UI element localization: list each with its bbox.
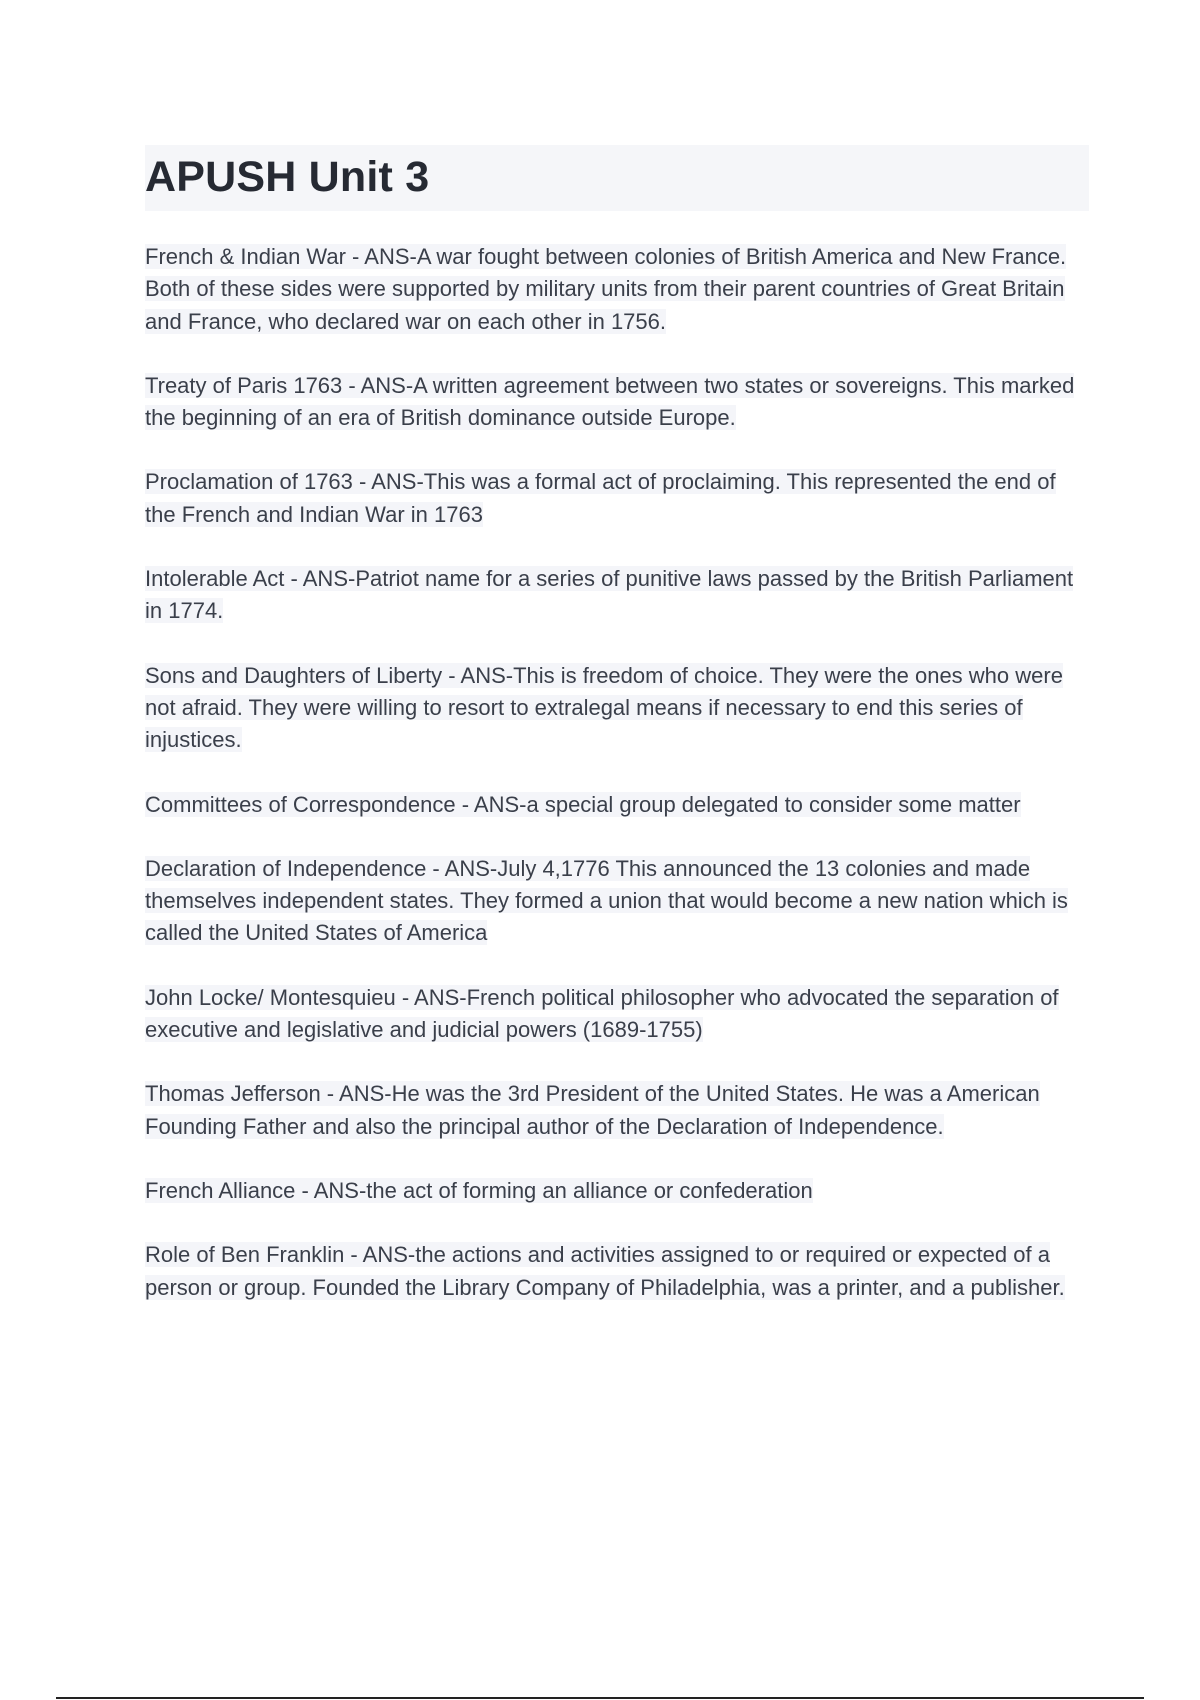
list-item bbox=[145, 982, 1089, 1047]
entry-text: Treaty of Paris 1763 - ANS-A written agreement between two states or sovereigns. This marked the beginning of an era of British dominance outside Europe. bbox=[145, 372, 1075, 431]
entry-text: Sons and Daughters of Liberty - ANS-This is freedom of choice. They were the ones who were not afraid. They were willing to resort to extralegal means if necessary to end this series of injustices. bbox=[145, 662, 1063, 753]
entry-text: Role of Ben Franklin - ANS-the actions and activities assigned to or required or expected of a person or group. Founded the Library Company of Philadelphia, was a printer, and a publisher. bbox=[145, 1242, 1065, 1300]
entry-text: Thomas Jefferson - ANS-He was the 3rd President of the United States. He was a American Founding Father and also the principal author of the Declaration of Independence. bbox=[145, 1081, 1040, 1139]
list-item bbox=[145, 563, 1089, 628]
entry-text: Declaration of Independence - ANS-July 4,1776 This announced the 13 colonies and made themselves independent states. They formed a union that would become a new nation which is called the United States of America bbox=[145, 855, 1068, 946]
entry-text: Proclamation of 1763 - ANS-This was a formal act of proclaiming. This represented the end of the French and Indian War in 1763 bbox=[145, 469, 1056, 527]
entry-text: Committees of Correspondence - ANS-a special group delegated to consider some matter bbox=[145, 791, 1021, 817]
list-item bbox=[145, 789, 1089, 821]
entry-text: Intolerable Act - ANS-Patriot name for a series of punitive laws passed by the British Parliament in 1774. bbox=[145, 566, 1074, 624]
entry-text: John Locke/ Montesquieu - ANS-French political philosopher who advocated the separation of executive and legislative and judicial powers (1689-1755) bbox=[145, 984, 1059, 1043]
entry-text: French & Indian War - ANS-A war fought between colonies of British America and New France. Both of these sides were supported by military units from their parent countries of Great Britain and France, who declared war on each other in 1756. bbox=[145, 244, 1067, 334]
list-item bbox=[145, 1078, 1089, 1143]
list-item bbox=[145, 370, 1089, 435]
list-item bbox=[145, 853, 1089, 950]
list-item bbox=[145, 1239, 1089, 1304]
page-title-band bbox=[145, 145, 1089, 211]
list-item bbox=[145, 241, 1089, 338]
page-title: APUSH Unit 3 bbox=[145, 153, 430, 201]
entry-text: French Alliance - ANS-the act of forming an alliance or confederation bbox=[145, 1177, 813, 1203]
footer-divider bbox=[56, 1697, 1144, 1699]
list-item bbox=[145, 660, 1089, 757]
list-item bbox=[145, 466, 1089, 531]
entry-list bbox=[145, 241, 1089, 1336]
list-item bbox=[145, 1175, 1089, 1207]
